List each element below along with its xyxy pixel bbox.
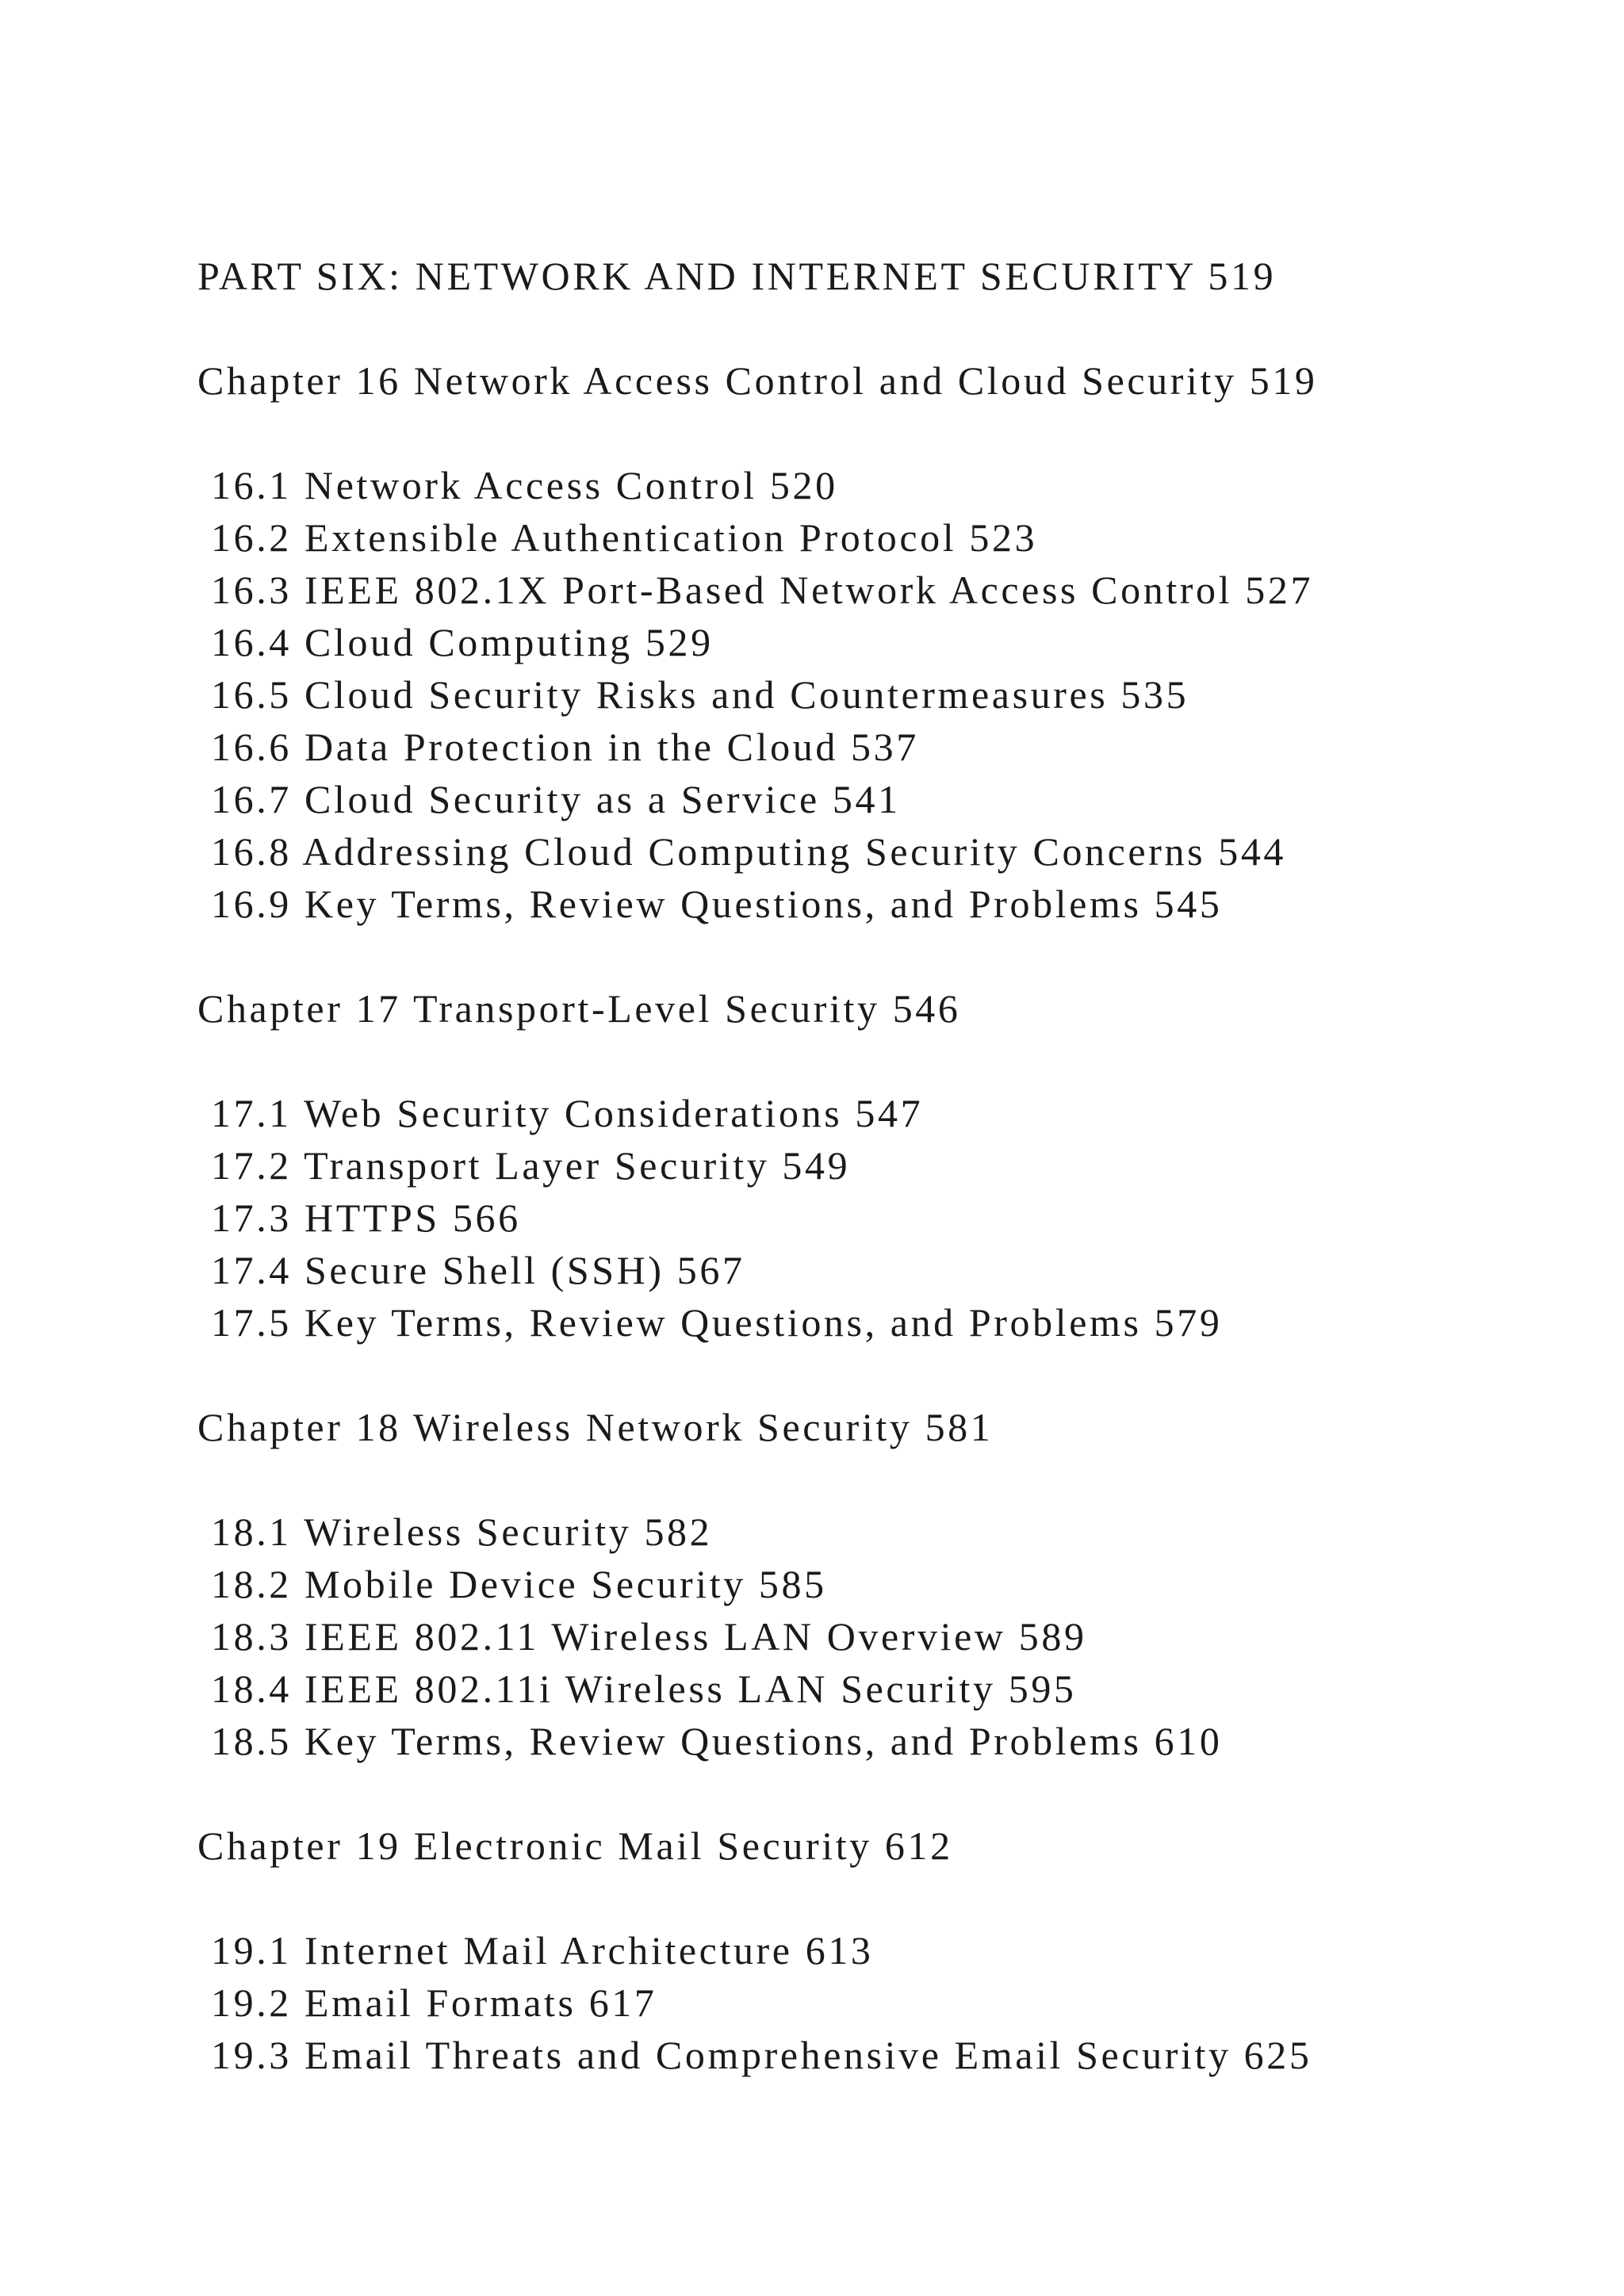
toc-entry: 16.1 Network Access Control 520: [211, 463, 838, 507]
toc-entry: 17.5 Key Terms, Review Questions, and Problems 579: [211, 1300, 1223, 1345]
toc-entry: 16.8 Addressing Cloud Computing Security Concerns 544: [211, 829, 1287, 874]
toc-entry: 17.4 Secure Shell (SSH) 567: [211, 1248, 745, 1292]
toc-entry: 18.5 Key Terms, Review Questions, and Problems 610: [211, 1719, 1223, 1763]
part-heading: PART SIX: NETWORK AND INTERNET SECURITY 519: [197, 254, 1277, 298]
toc-entry: 16.9 Key Terms, Review Questions, and Problems 545: [211, 882, 1223, 926]
toc-entry: 16.2 Extensible Authentication Protocol 523: [211, 515, 1038, 560]
toc-entry: 17.1 Web Security Considerations 547: [211, 1091, 924, 1135]
toc-entry: 18.2 Mobile Device Security 585: [211, 1562, 827, 1606]
toc-entry: 18.3 IEEE 802.11 Wireless LAN Overview 589: [211, 1614, 1087, 1659]
toc-entry: 16.3 IEEE 802.1X Port-Based Network Access Control 527: [211, 568, 1314, 612]
chapter-heading: Chapter 17 Transport-Level Security 546: [197, 986, 961, 1031]
toc-entry: 18.4 IEEE 802.11i Wireless LAN Security 595: [211, 1667, 1077, 1711]
toc-entry: 16.4 Cloud Computing 529: [211, 620, 714, 664]
toc-entry: 17.3 HTTPS 566: [211, 1196, 521, 1240]
toc-entry: 19.3 Email Threats and Comprehensive Email Security 625: [211, 2033, 1312, 2077]
toc-entry: 19.1 Internet Mail Architecture 613: [211, 1928, 874, 1973]
toc-entry: 18.1 Wireless Security 582: [211, 1510, 713, 1554]
toc-entry: 19.2 Email Formats 617: [211, 1980, 657, 2025]
toc-entry: 16.6 Data Protection in the Cloud 537: [211, 725, 919, 769]
chapter-heading: Chapter 19 Electronic Mail Security 612: [197, 1823, 953, 1868]
chapter-heading: Chapter 16 Network Access Control and Cloud Security 519: [197, 358, 1318, 403]
toc-entry: 16.5 Cloud Security Risks and Countermeasures 535: [211, 672, 1189, 717]
toc-entry: 16.7 Cloud Security as a Service 541: [211, 777, 901, 821]
chapter-heading: Chapter 18 Wireless Network Security 581: [197, 1405, 994, 1449]
toc-entry: 17.2 Transport Layer Security 549: [211, 1143, 851, 1188]
